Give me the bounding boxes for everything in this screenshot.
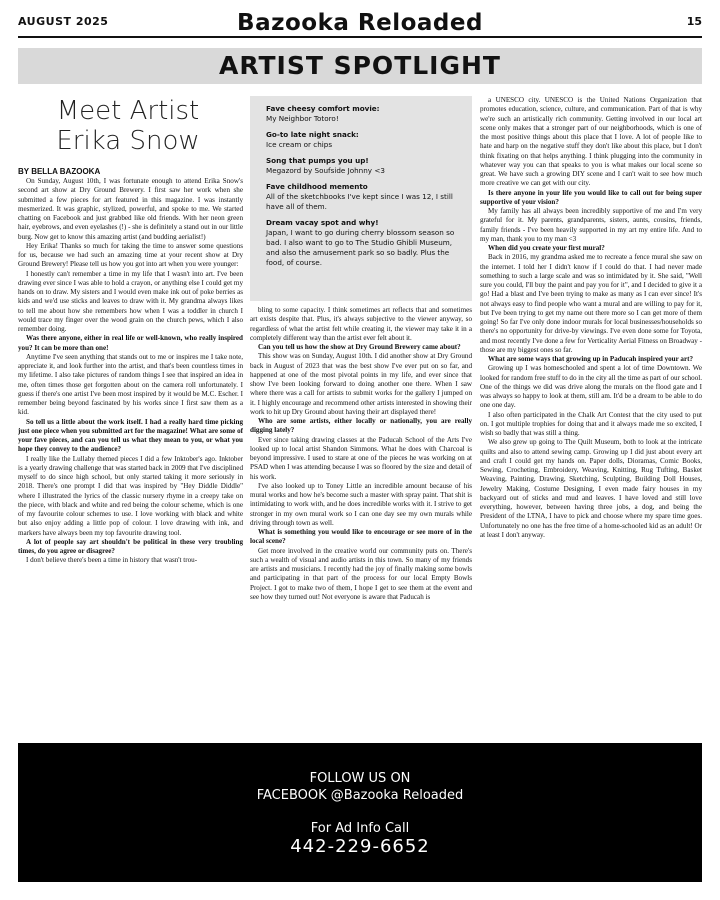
byline: BY BELLA BAZOOKA <box>18 167 101 176</box>
article-paragraph: Ever since taking drawing classes at the Paducah School of the Arts I've looked up to local artist Shandon Simmons. What he does with Charcoal is beyond impressive. I used to stare at one of the pieces he was working on at PSAD when I was attending because I was so floored by the size and detail of his work. <box>250 435 472 481</box>
ad-phone-number: 442-229-6652 <box>290 836 430 857</box>
favorite-answer: All of the sketchbooks I've kept since I was 12, I still have all of them. <box>266 192 453 211</box>
favorite-item <box>266 104 462 124</box>
article-paragraph: I also often participated in the Chalk Art Contest that the city used to put on. I got multiple trophies for doing that and it always made me so excited, I wish so badly that was still a thing. <box>480 410 702 437</box>
issue-date: AUGUST 2025 <box>18 15 109 28</box>
interview-question: What is something you would like to encourage or see more of in the local scene? <box>250 528 472 546</box>
article-paragraph: Hey Erika! Thanks so much for taking the time to answer some questions for us, because we had such an amazing time at your recent show at Dry Ground Brewery! Please tell us how you got into art when you were younger: <box>18 241 243 269</box>
article-headline <box>18 96 238 156</box>
page-number: 15 <box>686 15 702 28</box>
article-paragraph: I really like the Lullaby themed pieces I did a few Inktober's ago. Inktober is a yearly drawing challenge that was started back in 2009 that I've disciplined myself to do since high school, but only started taking it more seriously in 2018. There's one prompt I did that was inspired by "Hey Diddle Diddle" where I illustrated the lyrics of the classic nursery rhyme in a creepy take on the piece, with black and white and red being the colour scheme, which is one of my favourite colour schemes to use. I love working with black and white but also enjoy adding a little pop of colour. I love drawing with ink, and markers have always been my top favourite drawing tool. <box>18 454 243 537</box>
favorite-question: Song that pumps you up! <box>266 156 369 165</box>
favorite-answer: Japan, I want to go during cherry blossom season so bad. I also want to go to The Studio Ghibli Museum, and also the amusement park so so badly. Plus the food, of course. <box>266 228 455 267</box>
interview-question: So tell us a little about the work itself. I had a really hard time picking just one piece when you submitted art for the magazine! What are some of your fave pieces, and can you tell us what they mean to you, or what you hope they convey to the audience? <box>18 417 243 454</box>
favorite-item <box>266 156 462 176</box>
article-column-1 <box>18 177 243 742</box>
article-paragraph: My family has all always been incredibly supportive of me and I'm very grateful for it. My parents, grandparents, sisters, aunts, cousins, friends, family friends - I've been heavily supported in my art my entire life. And to my man, thank you to my man <3 <box>480 207 702 243</box>
article-paragraph: bling to some capacity. I think sometimes art reflects that and sometimes art exists despite that. Plus, it's always subjective to the viewer anyway, so regardless of what the artist felt while creating it, the viewer may take it in a completely different way than the artist ever felt about it. <box>250 306 472 342</box>
ad-info-label: For Ad Info Call <box>310 821 410 836</box>
article-paragraph: I don't believe there's been a time in history that wasn't trou- <box>26 556 198 565</box>
favorite-question: Fave cheesy comfort movie: <box>266 104 380 113</box>
interview-question: Can you tell us how the show at Dry Ground Brewery came about? <box>258 343 461 351</box>
article-paragraph: I honestly can't remember a time in my life that I wasn't into art. I've been drawing ever since I was able to hold a crayon, or anything else I could get my hands on to draw. My sisters and I would even make ink out of poke berries as kids and we'd use sticks and leaves to draw with it. My grandma always likes to tell me about how she remembers how when I was a toddler in church I would trace my finger over the wood grain on the church pews, which I also remember doing. <box>18 269 243 333</box>
article-paragraph: I've also looked up to Toney Little an incredible amount because of his mural works and how he's become such a master with spray paint. That shit is intimidating to work with, and he does incredible works with it. I strive to get stronger in my own mural work so I can one day see my own murals while driving through town as well. <box>250 481 472 527</box>
facebook-handle: FACEBOOK @Bazooka Reloaded <box>256 788 464 803</box>
favorite-item <box>266 130 462 150</box>
interview-question: Who are some artists, either locally or nationally, you are really digging lately? <box>250 417 472 435</box>
article-paragraph: Growing up I was homeschooled and spent a lot of time Downtown. We looked for random free stuff to do in the city all the time as part of our school. One of the things we did was drive along the murals on the flood gate and I was always so happy to look at them, still am. It'd be a dream to be able to do one one day. <box>480 364 702 410</box>
article-paragraph: a UNESCO city. UNESCO is the United Nations Organization that promotes education, science, culture, and communication. Part of that is why we're such an artistically rich community. Getting involved in our local art scene only makes that a stronger part of our neighborhoods, which is one of the most positive things about this place that I love. A lot of people like to hate and harp on the negative stuff they don't like about this place, but I don't think fixating on that helps anything. I think plugging into the community in whatever way you can that speaks to you is what makes our local scene so great. We have such a growing DIY scene and I can't wait to see how much more creative we can get with our city. <box>480 96 702 188</box>
favorite-answer: Ice cream or chips <box>266 140 333 149</box>
article-paragraph: Get more involved in the creative world our community puts on. There's such a wealth of visual and audio artists in this town. So many of my friends are artists and musicians. I recently had the joy of finally making some bowls and participating in that part of the process for our local Empty Bowls Project. I got to make two of them, I hope I get to see them at the event and see how they turned out! Not everyone is aware that Paducah is <box>250 546 472 601</box>
interview-question: A lot of people say art shouldn't be political in these very troubling times, do you agree or disagree? <box>18 537 243 555</box>
interview-question: When did you create your first mural? <box>488 244 605 252</box>
favorite-question: Go-to late night snack: <box>266 130 359 139</box>
favorite-question: Fave childhood memento <box>266 182 368 191</box>
footer-ad-box <box>18 743 702 882</box>
headline-line-1: Meet Artist <box>56 96 200 126</box>
article-paragraph: Back in 2016, my grandma asked me to recreate a fence mural she saw on the internet. I told her I didn't know if I could do that. I had never made something to such a large scale and was so intimidated by it. She said, "Well sure you could, I'll buy the paint and pay you for it", and I decided to give it a go! Had a blast and I've been trying to make as many as I can ever since! It's not always easy to find people who want a mural and are willing to pay for it, but I've been trying to get my name out there more so I can get more of them going! So far I've only done indoor murals for local businesses/households so there's no opportunity for drive-by viewings. I've even done some for Toyota, and most recently I've done a few for Verticality Aerial Fitness on Broadway - those are my biggest ones so far. <box>480 253 702 354</box>
favorite-question: Dream vacay spot and why! <box>266 218 379 227</box>
article-paragraph: Anytime I've seen anything that stands out to me or inspires me I take note, appreciate it, and look further into the artist, and that's been countless times in my lifetime. I also take pictures of random things I see that inspired an idea in me, often times those get forgotten about on the camera roll unfortunately. I guess if there's one artist I've been most inspired by it would be M.C. Escher. I remember being beyond fascinated by his works since I first saw them as a kid. <box>18 352 243 417</box>
article-column-2 <box>250 306 472 742</box>
article-paragraph: This show was on Sunday, August 10th. I did another show at Dry Ground back in August of 2023 that was the best show I've ever put on so far, and happened at one of the most pivotal points in my life, and ever since that show I've been looking forward to doing another one there. When I saw where there was a call for artists to submit works for the gallery I jumped on it. I highly encourage and recommend other artists interested in showing their work to hit up Dry Ground about having their art displayed there! <box>250 352 472 416</box>
follow-us-line: FOLLOW US ON <box>309 771 411 786</box>
article-paragraph: On Sunday, August 10th, I was fortunate enough to attend Erika Snow's second art show at Dry Ground Brewery. I first saw her work when she submitted a few pieces for art featured in this magazine. I was instantly mesmerized. It was graphic, stylized, powerful, and spoke to me. We started chatting on Facebook and just grabbed like old friends. With her neon green hair, eyebrows, and even eyelashes (!) - she is definitely a stand out in our little burg. Now get to know this amazing artist (and budding aerialist!) <box>18 177 243 241</box>
favorite-answer: My Neighbor Totoro! <box>266 114 339 123</box>
headline-line-2: Erika Snow <box>56 126 200 156</box>
interview-question: Was there anyone, either in real life or well-known, who really inspired you? It can be more than one! <box>18 334 243 352</box>
favorite-answer: Megazord by Soufside Johnny <3 <box>266 166 385 175</box>
masthead-logo: Bazooka Reloaded <box>237 10 483 36</box>
section-title: ARTIST SPOTLIGHT <box>219 51 501 80</box>
interview-question: Is there anyone in your life you would like to call out for being super supportive of your vision? <box>480 188 702 206</box>
favorite-item <box>266 182 462 212</box>
masthead-divider <box>18 36 702 38</box>
favorites-sidebar <box>250 96 472 301</box>
article-paragraph: We also grew up going to The Quilt Museum, both to look at the intricate quilts and also to attend sewing camp. Growing up I did just about every art and craft I could get my hands on. Paper dolls, Dioramas, Comic Books, Sewing, Crocheting, Embroidery, Weaving, Knitting, Rug Tufting, Basket Weaving, Painting, Drawing, Sketching, Sculpting, Building Doll Houses, Jewelry Making, Costume Designing, I even made fairy houses in my backyard out of sticks and mud and leaves. I have loved and still love everything, however, between having three jobs, a dog, and being the President of the LTNA, I have to pick and choose where my spare time goes. Unfortunately no one has the free time of a home-schooled kid as an adult! Or at least I don't anyway. <box>480 438 702 539</box>
interview-question: What are some ways that growing up in Paducah inspired your art? <box>488 355 694 363</box>
article-column-3 <box>480 96 702 742</box>
section-banner <box>18 48 702 84</box>
favorite-item <box>266 218 462 268</box>
